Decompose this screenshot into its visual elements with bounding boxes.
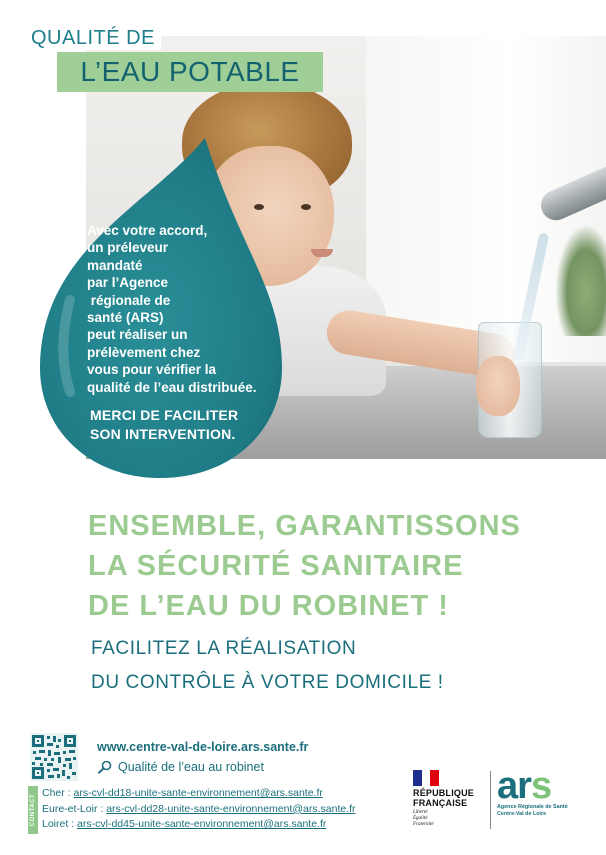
rf-name [413,788,483,808]
search-icon [97,760,113,774]
drop-line: par l’Agence [87,275,169,291]
title-line-1: QUALITÉ DE [31,26,161,50]
headline-line: ENSEMBLE, GARANTISSONS [88,510,521,542]
contact-email-link[interactable]: ars-cvl-dd18-unite-sante-environnement@ars.sante.fr [73,787,323,799]
search-label: Qualité de l’eau au robinet [118,760,264,774]
drop-body-text [87,222,277,396]
title-line-2: L’EAU POTABLE [57,52,323,92]
rf-motto-line: Égalité [413,816,428,821]
drop-line: un préleveur [87,240,169,256]
contact-email-link[interactable]: ars-cvl-dd45-unite-sante-environnement@ars.sante.fr [77,818,327,831]
drop-line: peut réaliser un [87,327,188,343]
contact-label: CONTACT [30,793,36,827]
drop-call-to-action [90,406,280,444]
drop-line: prélèvement chez [87,344,201,360]
contact-row [42,786,356,802]
republique-francaise-logo [413,770,483,832]
subhead-line: FACILITEZ LA RÉALISATION [91,638,357,659]
rf-name-line: RÉPUBLIQUE [413,788,475,798]
drop-line: Avec votre accord, [87,223,208,238]
website-link[interactable]: www.centre-val-de-loire.ars.sante.fr [97,740,309,754]
ars-agency-line: Agence Régionale de Santé [497,804,568,810]
drop-line: mandaté [87,257,143,273]
ars-letter: s [530,765,552,807]
drop-line: régionale de [87,292,171,308]
subheadline [91,632,571,700]
contact-email-link[interactable]: ars-cvl-dd28-unite-sante-environnement@ars.sante.fr [106,802,356,815]
drop-line: vous pour vérifier la [87,362,217,378]
drop-line: santé (ARS) [87,310,164,326]
cta-line: MERCI DE FACILITER [90,407,239,423]
ars-agency-line: Centre-Val de Loire [497,811,547,817]
subhead-line: DU CONTRÔLE À VOTRE DOMICILE ! [91,672,444,693]
contact-dept: Loiret : [42,818,75,831]
ars-agency-name [497,804,597,818]
rf-name-line: FRANÇAISE [413,798,468,808]
contact-row [42,817,356,833]
ars-letter: r [517,765,531,807]
search-row[interactable] [97,758,264,776]
ars-logo [497,765,597,832]
cta-line: SON INTERVENTION. [90,426,236,442]
main-headline [88,506,588,626]
drop-line: qualité de l’eau distribuée. [87,379,257,395]
ars-letter: a [497,765,518,807]
headline-line: LA SÉCURITÉ SANITAIRE [88,550,464,582]
rf-motto-line: Liberté [413,810,428,815]
qr-code[interactable] [30,733,78,781]
rf-motto-line: Fraternité [413,822,434,827]
rf-motto [413,810,483,828]
contact-list [42,786,356,833]
logo-divider [490,771,491,829]
contact-row [42,802,356,818]
contact-dept: Cher : [42,787,71,799]
french-flag-icon [413,770,439,786]
headline-line: DE L’EAU DU ROBINET ! [88,590,449,622]
contact-dept: Eure-et-Loir : [42,802,104,815]
